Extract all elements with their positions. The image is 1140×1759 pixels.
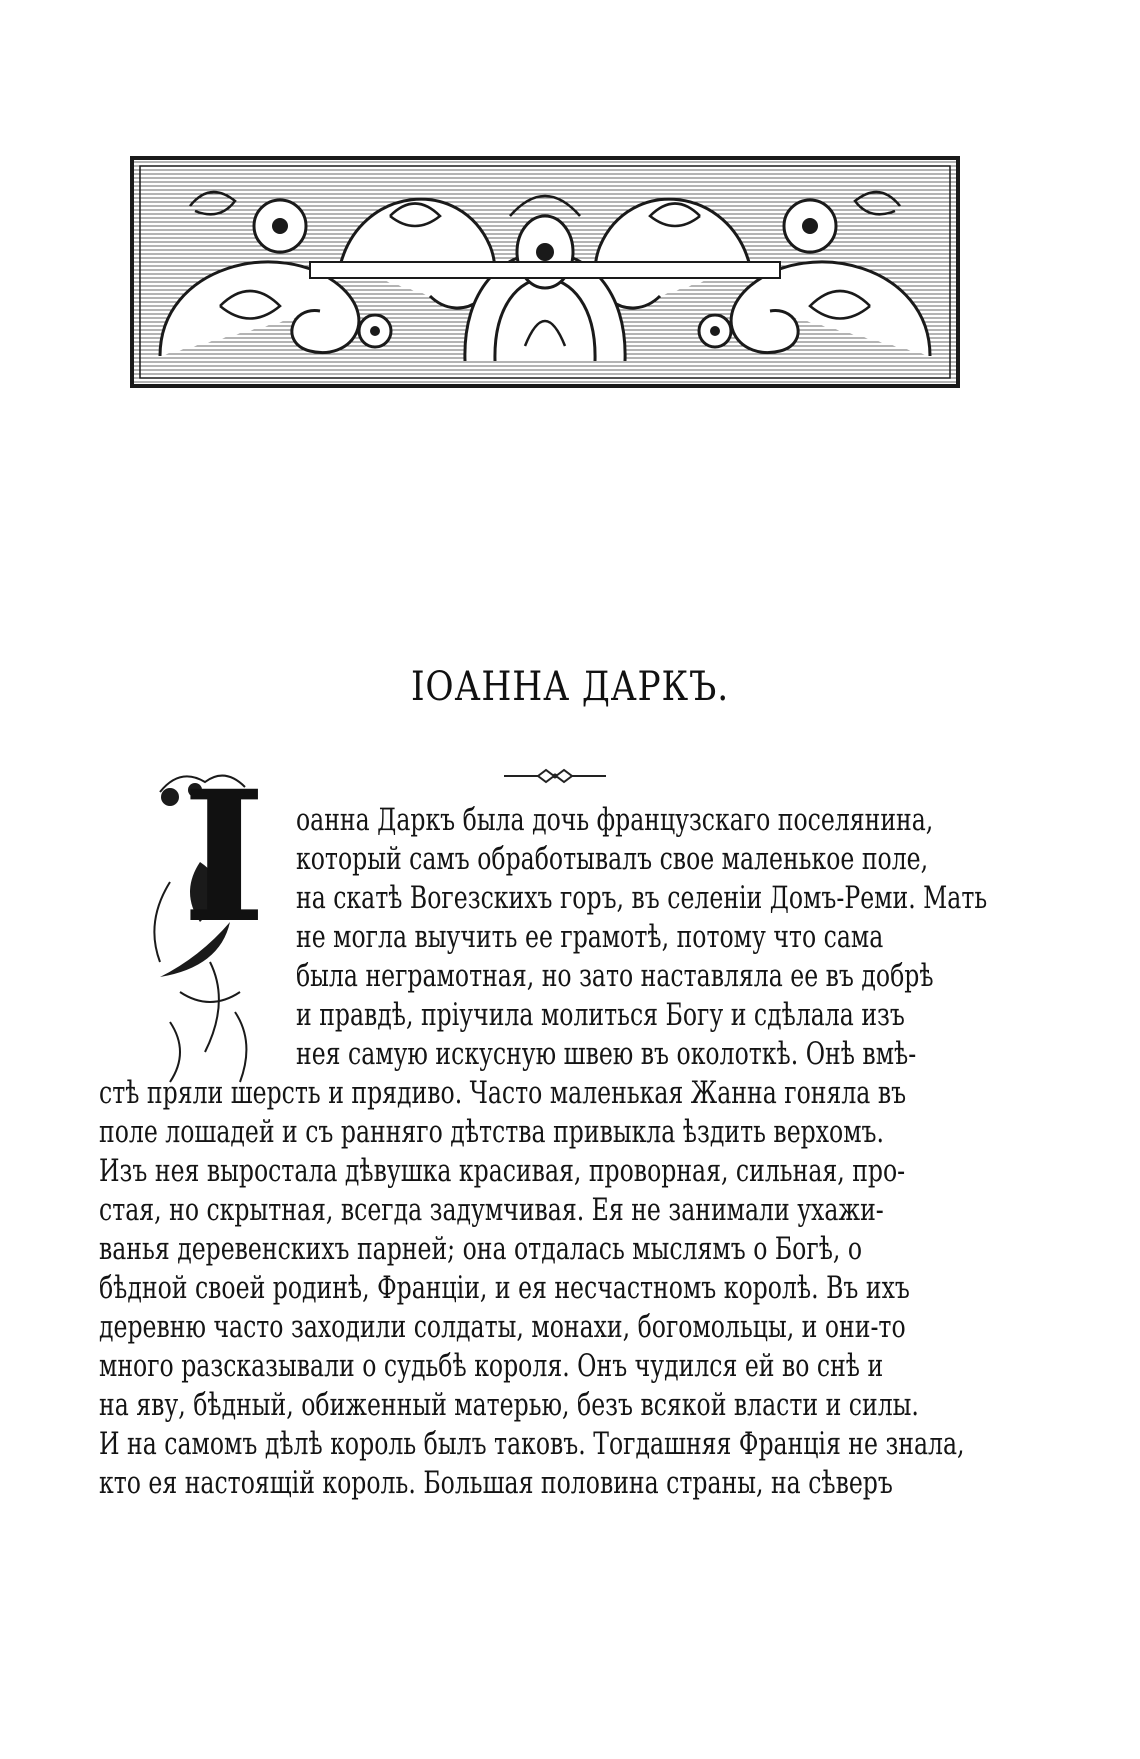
text-line: была неграмотная, но зато наставляла ее въ добрѣ	[296, 958, 934, 994]
page-title: IОАННА ДАРКЪ.	[410, 664, 730, 710]
text-line: и правдѣ, прiучила молиться Богу и сдѣлала изъ	[296, 997, 905, 1033]
text-line: ванья деревенскихъ парней; она отдалась мыслямъ о Богѣ, о	[99, 1231, 863, 1267]
headpiece-ornament-icon	[130, 156, 960, 388]
text-line: много разсказывали о судьбѣ короля. Онъ чудился ей во снѣ и	[99, 1348, 884, 1384]
divider-ornament-icon	[500, 766, 610, 786]
text-line: бѣдной своей родинѣ, Францiи, и ея несчастномъ королѣ. Въ ихъ	[99, 1270, 910, 1306]
text-line: нея самую искусную швею въ околоткѣ. Онѣ вмѣ-	[296, 1036, 917, 1072]
text-line: стѣ пряли шерсть и прядиво. Часто маленькая Жанна гоняла въ	[99, 1075, 907, 1111]
drop-cap-initial	[140, 752, 278, 1102]
drop-cap-letter: I	[182, 752, 267, 963]
text-line: И на самомъ дѣлѣ король былъ таковъ. Тогдашняя Францiя не знала,	[99, 1426, 965, 1462]
text-line: поле лошадей и съ ранняго дѣтства привыкла ѣздить верхомъ.	[99, 1114, 884, 1150]
text-line: оанна Даркъ была дочь французскаго поселянина,	[296, 802, 934, 838]
text-line: Изъ нея выростала дѣвушка красивая, проворная, сильная, про-	[99, 1153, 906, 1189]
text-line: не могла выучить ее грамотѣ, потому что сама	[296, 919, 884, 955]
text-line: на яву, бѣдный, обиженный матерью, безъ всякой власти и силы.	[99, 1387, 919, 1423]
text-line: на скатѣ Вогезскихъ горъ, въ селенiи Домъ-Реми. Мать	[296, 880, 988, 916]
text-line: деревню часто заходили солдаты, монахи, богомольцы, и они-то	[99, 1309, 906, 1345]
text-line: кто ея настоящiй король. Большая половина страны, на сѣверъ	[99, 1465, 893, 1501]
text-line: стая, но скрытная, всегда задумчивая. Ея не занимали ухажи-	[99, 1192, 884, 1228]
text-line: который самъ обработывалъ свое маленькое поле,	[296, 841, 929, 877]
